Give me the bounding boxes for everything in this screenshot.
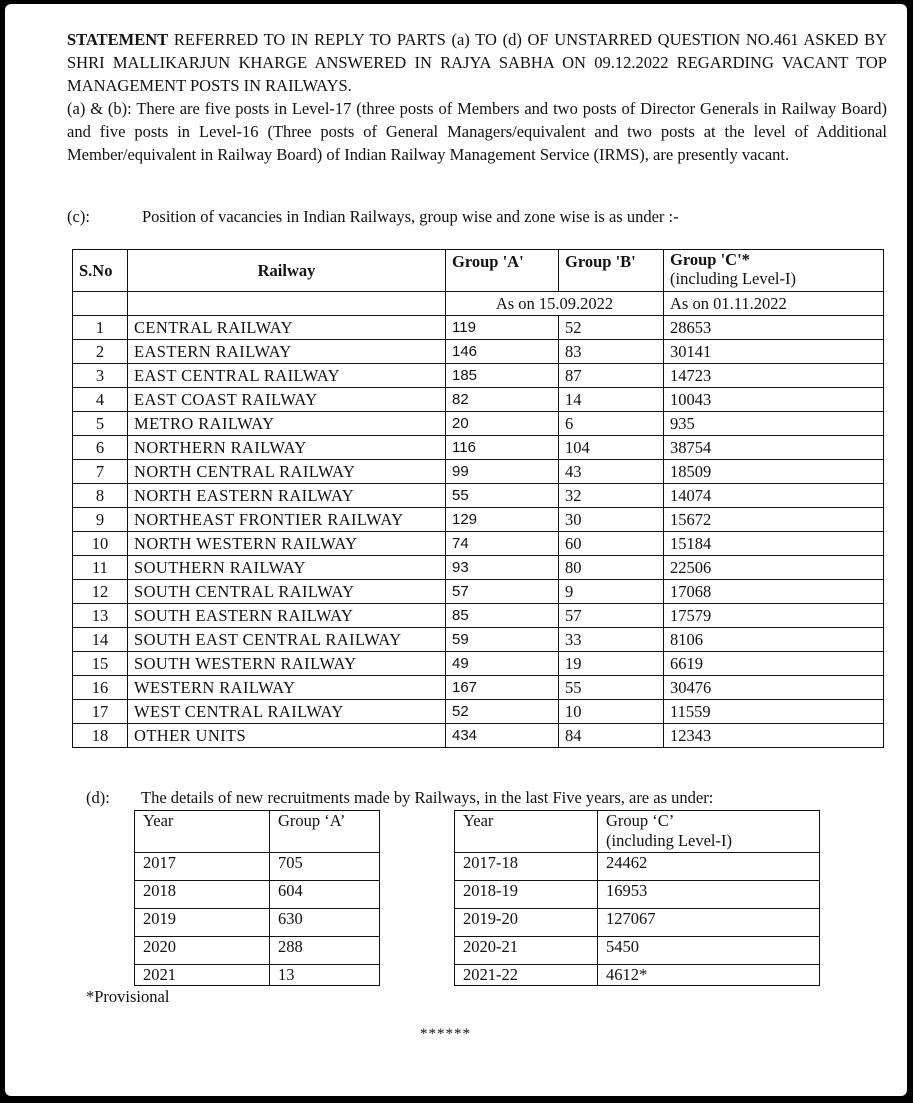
cell-group-c: 10043 <box>664 388 884 412</box>
recruitment-group-c-table <box>454 810 820 986</box>
recruit-row <box>455 965 820 986</box>
cell-sno: 5 <box>73 412 128 436</box>
recruit-cell-year: 2020-21 <box>455 937 598 965</box>
cell-group-a: 57 <box>446 580 559 604</box>
section-c-text: Position of vacancies in Indian Railways, group wise and zone wise is as under :- <box>142 207 679 226</box>
cell-group-c: 15184 <box>664 532 884 556</box>
recruit-row <box>135 881 380 909</box>
cell-sno: 12 <box>73 580 128 604</box>
cell-sno: 11 <box>73 556 128 580</box>
cell-group-b: 84 <box>559 724 664 748</box>
cell-group-b: 19 <box>559 652 664 676</box>
cell-sno: 6 <box>73 436 128 460</box>
recruitment-group-a-table <box>134 810 380 986</box>
recruit-cell-year: 2020 <box>135 937 270 965</box>
cell-group-b: 14 <box>559 388 664 412</box>
cell-group-a: 129 <box>446 508 559 532</box>
recruit-cell-year: 2018-19 <box>455 881 598 909</box>
para-ab: (a) & (b): There are five posts in Level-17 (three posts of Members and two posts of Director Generals in Railway Board) and five posts in Level-16 (Three posts of General Managers/equivalent and two posts at the level of Additional Member/equivalent in Railway Board) of Indian Railway Management Service (IRMS), are presently vacant. <box>67 99 887 164</box>
cell-railway: WESTERN RAILWAY <box>128 676 446 700</box>
cell-group-c: 18509 <box>664 460 884 484</box>
cell-group-a: 52 <box>446 700 559 724</box>
statement-bold-word: STATEMENT <box>67 30 169 49</box>
cell-railway: WEST CENTRAL RAILWAY <box>128 700 446 724</box>
cell-group-a: 59 <box>446 628 559 652</box>
cell-sno: 18 <box>73 724 128 748</box>
cell-group-b: 80 <box>559 556 664 580</box>
cell-railway: EAST CENTRAL RAILWAY <box>128 364 446 388</box>
recruit-cell-year: 2017-18 <box>455 853 598 881</box>
cell-group-c: 17068 <box>664 580 884 604</box>
recruit-row <box>135 937 380 965</box>
recruit-cell-value: 288 <box>270 937 380 965</box>
cell-group-a: 146 <box>446 340 559 364</box>
vacancy-row <box>73 508 884 532</box>
cell-group-c: 17579 <box>664 604 884 628</box>
cell-group-c: 935 <box>664 412 884 436</box>
cell-railway: EASTERN RAILWAY <box>128 340 446 364</box>
recruit-cell-value: 4612* <box>598 965 820 986</box>
vacancy-table <box>72 249 884 748</box>
cell-group-c: 28653 <box>664 316 884 340</box>
recruit-row <box>455 881 820 909</box>
date-group-c: As on 01.11.2022 <box>664 292 884 316</box>
recruit-cell-value: 5450 <box>598 937 820 965</box>
cell-group-b: 43 <box>559 460 664 484</box>
cell-group-b: 6 <box>559 412 664 436</box>
cell-railway: SOUTH WESTERN RAILWAY <box>128 652 446 676</box>
vacancy-row <box>73 580 884 604</box>
cell-group-c: 6619 <box>664 652 884 676</box>
cell-group-b: 104 <box>559 436 664 460</box>
vacancy-row <box>73 388 884 412</box>
statement-heading <box>67 28 887 97</box>
cell-sno: 15 <box>73 652 128 676</box>
recruit-cell-value: 127067 <box>598 909 820 937</box>
vacancy-date-row <box>73 292 884 316</box>
recruit-c-header <box>455 811 820 853</box>
cell-group-b: 52 <box>559 316 664 340</box>
recruit-row <box>455 853 820 881</box>
cell-group-a: 49 <box>446 652 559 676</box>
cell-group-a: 119 <box>446 316 559 340</box>
header-group-c <box>664 250 884 292</box>
cell-group-c: 15672 <box>664 508 884 532</box>
header-group-b: Group 'B' <box>559 250 664 292</box>
recruit-row <box>135 909 380 937</box>
cell-railway: NORTHEAST FRONTIER RAILWAY <box>128 508 446 532</box>
cell-group-b: 57 <box>559 604 664 628</box>
cell-group-a: 74 <box>446 532 559 556</box>
recruit-row <box>455 909 820 937</box>
cell-railway: NORTH EASTERN RAILWAY <box>128 484 446 508</box>
cell-sno: 9 <box>73 508 128 532</box>
vacancy-header-row <box>73 250 884 292</box>
recruit-row <box>135 853 380 881</box>
cell-railway: SOUTH CENTRAL RAILWAY <box>128 580 446 604</box>
recruit-a-header-group: Group ‘A’ <box>270 811 380 853</box>
cell-railway: CENTRAL RAILWAY <box>128 316 446 340</box>
cell-railway: SOUTH EASTERN RAILWAY <box>128 604 446 628</box>
vacancy-row <box>73 700 884 724</box>
cell-sno: 10 <box>73 532 128 556</box>
recruit-cell-year: 2018 <box>135 881 270 909</box>
cell-sno: 1 <box>73 316 128 340</box>
cell-sno: 17 <box>73 700 128 724</box>
vacancy-row <box>73 484 884 508</box>
cell-group-c: 38754 <box>664 436 884 460</box>
cell-group-b: 9 <box>559 580 664 604</box>
header-group-c-sub: (including Level-I) <box>670 269 796 288</box>
cell-group-b: 33 <box>559 628 664 652</box>
vacancy-row <box>73 316 884 340</box>
cell-group-c: 14723 <box>664 364 884 388</box>
cell-group-b: 60 <box>559 532 664 556</box>
cell-group-b: 32 <box>559 484 664 508</box>
cell-group-c: 22506 <box>664 556 884 580</box>
cell-group-c: 14074 <box>664 484 884 508</box>
cell-group-a: 167 <box>446 676 559 700</box>
cell-sno: 4 <box>73 388 128 412</box>
vacancy-row <box>73 556 884 580</box>
cell-group-b: 83 <box>559 340 664 364</box>
cell-sno: 2 <box>73 340 128 364</box>
statement-heading-text: REFERRED TO IN REPLY TO PARTS (a) TO (d) OF UNSTARRED QUESTION NO.461 ASKED BY SHRI MALLIKARJUN KHARGE ANSWERED IN RAJYA SABHA ON 09.12.2022 REGARDING VACANT TOP MANAGEMENT POSTS IN RAILWAYS. <box>67 30 887 95</box>
recruit-c-header-year: Year <box>455 811 598 853</box>
section-d-label: (d): <box>86 788 110 807</box>
recruit-cell-value: 604 <box>270 881 380 909</box>
cell-railway: SOUTHERN RAILWAY <box>128 556 446 580</box>
cell-group-a: 85 <box>446 604 559 628</box>
section-c <box>67 207 887 227</box>
vacancy-row <box>73 364 884 388</box>
cell-group-a: 116 <box>446 436 559 460</box>
cell-sno: 3 <box>73 364 128 388</box>
cell-railway: SOUTH EAST CENTRAL RAILWAY <box>128 628 446 652</box>
recruit-c-header-group <box>598 811 820 853</box>
vacancy-row <box>73 652 884 676</box>
cell-group-a: 185 <box>446 364 559 388</box>
cell-group-b: 10 <box>559 700 664 724</box>
recruit-cell-year: 2021-22 <box>455 965 598 986</box>
recruit-cell-year: 2017 <box>135 853 270 881</box>
recruit-c-body <box>455 853 820 986</box>
recruit-a-body <box>135 853 380 986</box>
vacancy-row <box>73 604 884 628</box>
cell-group-b: 30 <box>559 508 664 532</box>
cell-sno: 13 <box>73 604 128 628</box>
recruit-a-header <box>135 811 380 853</box>
cell-group-a: 20 <box>446 412 559 436</box>
cell-group-c: 30476 <box>664 676 884 700</box>
footnote-provisional: *Provisional <box>86 987 170 1006</box>
recruit-cell-year: 2021 <box>135 965 270 986</box>
vacancy-row <box>73 532 884 556</box>
section-c-label: (c): <box>67 207 90 226</box>
date-group-ab: As on 15.09.2022 <box>446 292 664 316</box>
recruit-row <box>135 965 380 986</box>
cell-railway: EAST COAST RAILWAY <box>128 388 446 412</box>
recruit-cell-value: 13 <box>270 965 380 986</box>
vacancy-row <box>73 436 884 460</box>
vacancy-row <box>73 412 884 436</box>
cell-group-b: 55 <box>559 676 664 700</box>
vacancy-row <box>73 340 884 364</box>
cell-group-c: 8106 <box>664 628 884 652</box>
recruit-c-header-sub: (including Level-I) <box>606 831 732 850</box>
section-d <box>86 788 886 808</box>
cell-railway: METRO RAILWAY <box>128 412 446 436</box>
cell-railway: NORTH CENTRAL RAILWAY <box>128 460 446 484</box>
cell-sno: 16 <box>73 676 128 700</box>
header-railway: Railway <box>128 250 446 292</box>
cell-group-c: 11559 <box>664 700 884 724</box>
date-row-blank-sno <box>73 292 128 316</box>
vacancy-row <box>73 460 884 484</box>
section-d-text: The details of new recruitments made by Railways, in the last Five years, are as under: <box>141 788 714 807</box>
recruit-row <box>455 937 820 965</box>
cell-sno: 14 <box>73 628 128 652</box>
cell-sno: 7 <box>73 460 128 484</box>
date-row-blank-railway <box>128 292 446 316</box>
header-sno: S.No <box>73 250 128 292</box>
cell-railway: NORTH WESTERN RAILWAY <box>128 532 446 556</box>
cell-group-a: 55 <box>446 484 559 508</box>
vacancy-row <box>73 628 884 652</box>
cell-group-a: 99 <box>446 460 559 484</box>
header-group-c-title: Group 'C'* <box>670 250 750 269</box>
cell-group-a: 82 <box>446 388 559 412</box>
cell-railway: OTHER UNITS <box>128 724 446 748</box>
cell-group-c: 30141 <box>664 340 884 364</box>
end-marker: ****** <box>420 1026 471 1042</box>
cell-sno: 8 <box>73 484 128 508</box>
recruit-cell-value: 630 <box>270 909 380 937</box>
cell-group-a: 93 <box>446 556 559 580</box>
recruit-cell-year: 2019 <box>135 909 270 937</box>
vacancy-body <box>73 316 884 748</box>
recruit-cell-value: 705 <box>270 853 380 881</box>
vacancy-row <box>73 676 884 700</box>
header-group-a: Group 'A' <box>446 250 559 292</box>
cell-group-a: 434 <box>446 724 559 748</box>
recruit-cell-value: 16953 <box>598 881 820 909</box>
statement-intro <box>67 28 887 166</box>
cell-group-c: 12343 <box>664 724 884 748</box>
recruit-a-header-year: Year <box>135 811 270 853</box>
vacancy-row <box>73 724 884 748</box>
recruit-cell-value: 24462 <box>598 853 820 881</box>
cell-railway: NORTHERN RAILWAY <box>128 436 446 460</box>
recruit-c-header-title: Group ‘C’ <box>606 811 675 830</box>
cell-group-b: 87 <box>559 364 664 388</box>
recruit-cell-year: 2019-20 <box>455 909 598 937</box>
